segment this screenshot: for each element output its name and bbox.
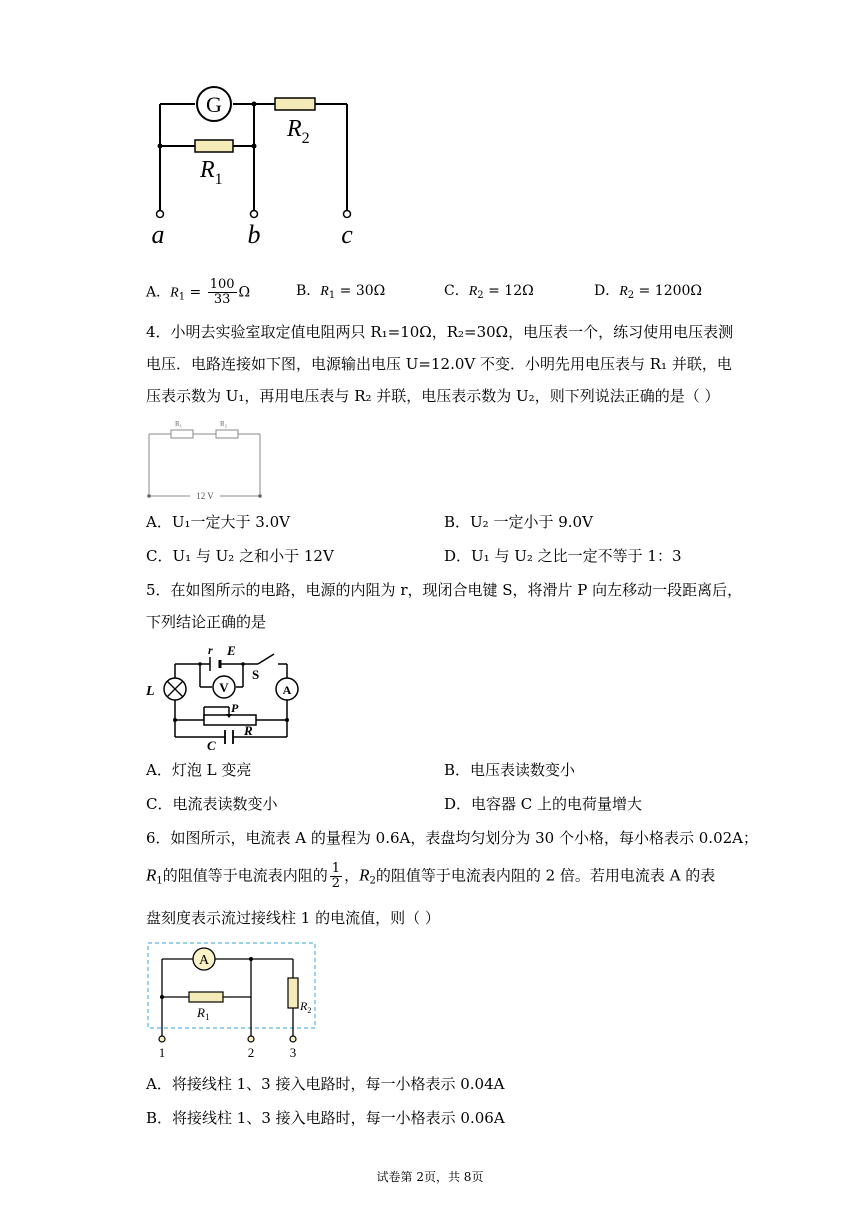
terminal-b-label: b <box>247 220 261 249</box>
q5-option-a: A．灯泡 L 变亮 <box>146 761 252 779</box>
resistor-r1-icon <box>171 430 193 438</box>
page-footer: 试卷第 2页，共 8页 <box>376 1170 484 1184</box>
resistor-r2-icon <box>275 98 315 110</box>
svg-text:R1: $R_1$ <box>200 157 223 188</box>
svg-text:R2: $R_2$ <box>287 116 310 147</box>
q3-option-d: D．$R_2 = 1200\Omega$ <box>594 283 703 301</box>
svg-text:C: C <box>207 738 216 753</box>
resistor-r2-icon <box>288 978 298 1008</box>
q4-circuit-diagram <box>144 418 266 502</box>
q6-text-line-1: 6．如图所示，电流表 A 的量程为 0.6A，表盘均匀划分为 30 个小格，每小格表示 0.02A； <box>146 829 758 847</box>
terminal-3-label: 3 <box>289 1045 297 1060</box>
svg-text:S: S <box>252 667 260 682</box>
q4-option-c: C．U₁ 与 U₂ 之和小于 12V <box>146 547 334 565</box>
svg-text:A: A <box>282 683 292 697</box>
terminal-a-label: a <box>151 220 165 249</box>
svg-text:L: L <box>146 684 155 699</box>
q4-option-a: A．U₁一定大于 3.0V <box>146 513 290 531</box>
svg-text:R₁: R₁ <box>175 420 183 428</box>
terminal-2-label: 2 <box>247 1045 255 1060</box>
terminal-1-label: 1 <box>158 1045 166 1060</box>
svg-text:R1: $R_1$ <box>197 1005 210 1022</box>
svg-text:E: E <box>227 643 236 658</box>
q3-circuit-diagram <box>140 80 370 255</box>
q5-option-c: C．电流表读数变小 <box>146 795 278 813</box>
q3-option-c: C．$R_2 = 12\Omega$ <box>444 283 534 301</box>
svg-text:V: V <box>219 680 229 695</box>
q4-text-line-1: 4．小明去实验室取定值电阻两只 R₁=10Ω，R₂=30Ω，电压表一个，练习使用电压表测 <box>146 323 734 341</box>
q5-circuit-diagram <box>140 642 310 754</box>
q6-circuit-diagram <box>145 940 320 1062</box>
svg-text:A: A <box>198 953 210 968</box>
svg-text:R: R <box>244 723 253 738</box>
svg-text:R2: $R_2$ <box>300 999 312 1015</box>
svg-text:r: r <box>208 643 213 657</box>
q5-text-line-2: 下列结论正确的是 <box>146 613 267 631</box>
q4-option-d: D．U₁ 与 U₂ 之比一定不等于 1：3 <box>444 547 682 565</box>
q6-text-line-2: $R_1$的阻值等于电流表内阻的 $\frac{1}{2}$ ，$R_2$的阻值等于电流表内阻的 2 倍。若用电流表 A 的表 <box>146 861 716 891</box>
terminal-c-label: c <box>341 220 353 249</box>
svg-text:R₂: R₂ <box>220 420 228 428</box>
q6-option-a: A．将接线柱 1、3 接入电路时，每一小格表示 0.04A <box>146 1075 505 1093</box>
svg-text:12 V: 12 V <box>196 491 214 501</box>
q6-text-line-3: 盘刻度表示流过接线柱 1 的电流值，则（ ） <box>146 909 440 927</box>
q4-text-line-2: 电压．电路连接如下图，电源输出电压 U=12.0V 不变．小明先用电压表与 R₁ 并联，电 <box>146 355 732 373</box>
q3-option-a: A．$R_1$ = $\frac{100}{33}$ Ω <box>146 277 251 307</box>
q6-option-b: B．将接线柱 1、3 接入电路时，每一小格表示 0.06A <box>146 1109 505 1127</box>
resistor-r1-icon <box>189 992 223 1002</box>
q4-text-line-3: 压表示数为 U₁，再用电压表与 R₂ 并联，电压表示数为 U₂，则下列说法正确的是（ ） <box>146 387 720 405</box>
q5-option-d: D．电容器 C 上的电荷量增大 <box>444 795 643 813</box>
q5-text-line-1: 5．在如图所示的电路，电源的内阻为 r，现闭合电键 S，将滑片 P 向左移动一段距离后， <box>146 581 743 599</box>
galvanometer-label: G <box>206 92 222 117</box>
q5-option-b: B．电压表读数变小 <box>444 761 576 779</box>
resistor-r1-icon <box>195 140 233 152</box>
q4-option-b: B．U₂ 一定小于 9.0V <box>444 513 593 531</box>
q3-option-b: B．$R_1 = 30\Omega$ <box>296 283 386 301</box>
resistor-r2-icon <box>216 430 238 438</box>
svg-text:P: P <box>231 701 239 715</box>
